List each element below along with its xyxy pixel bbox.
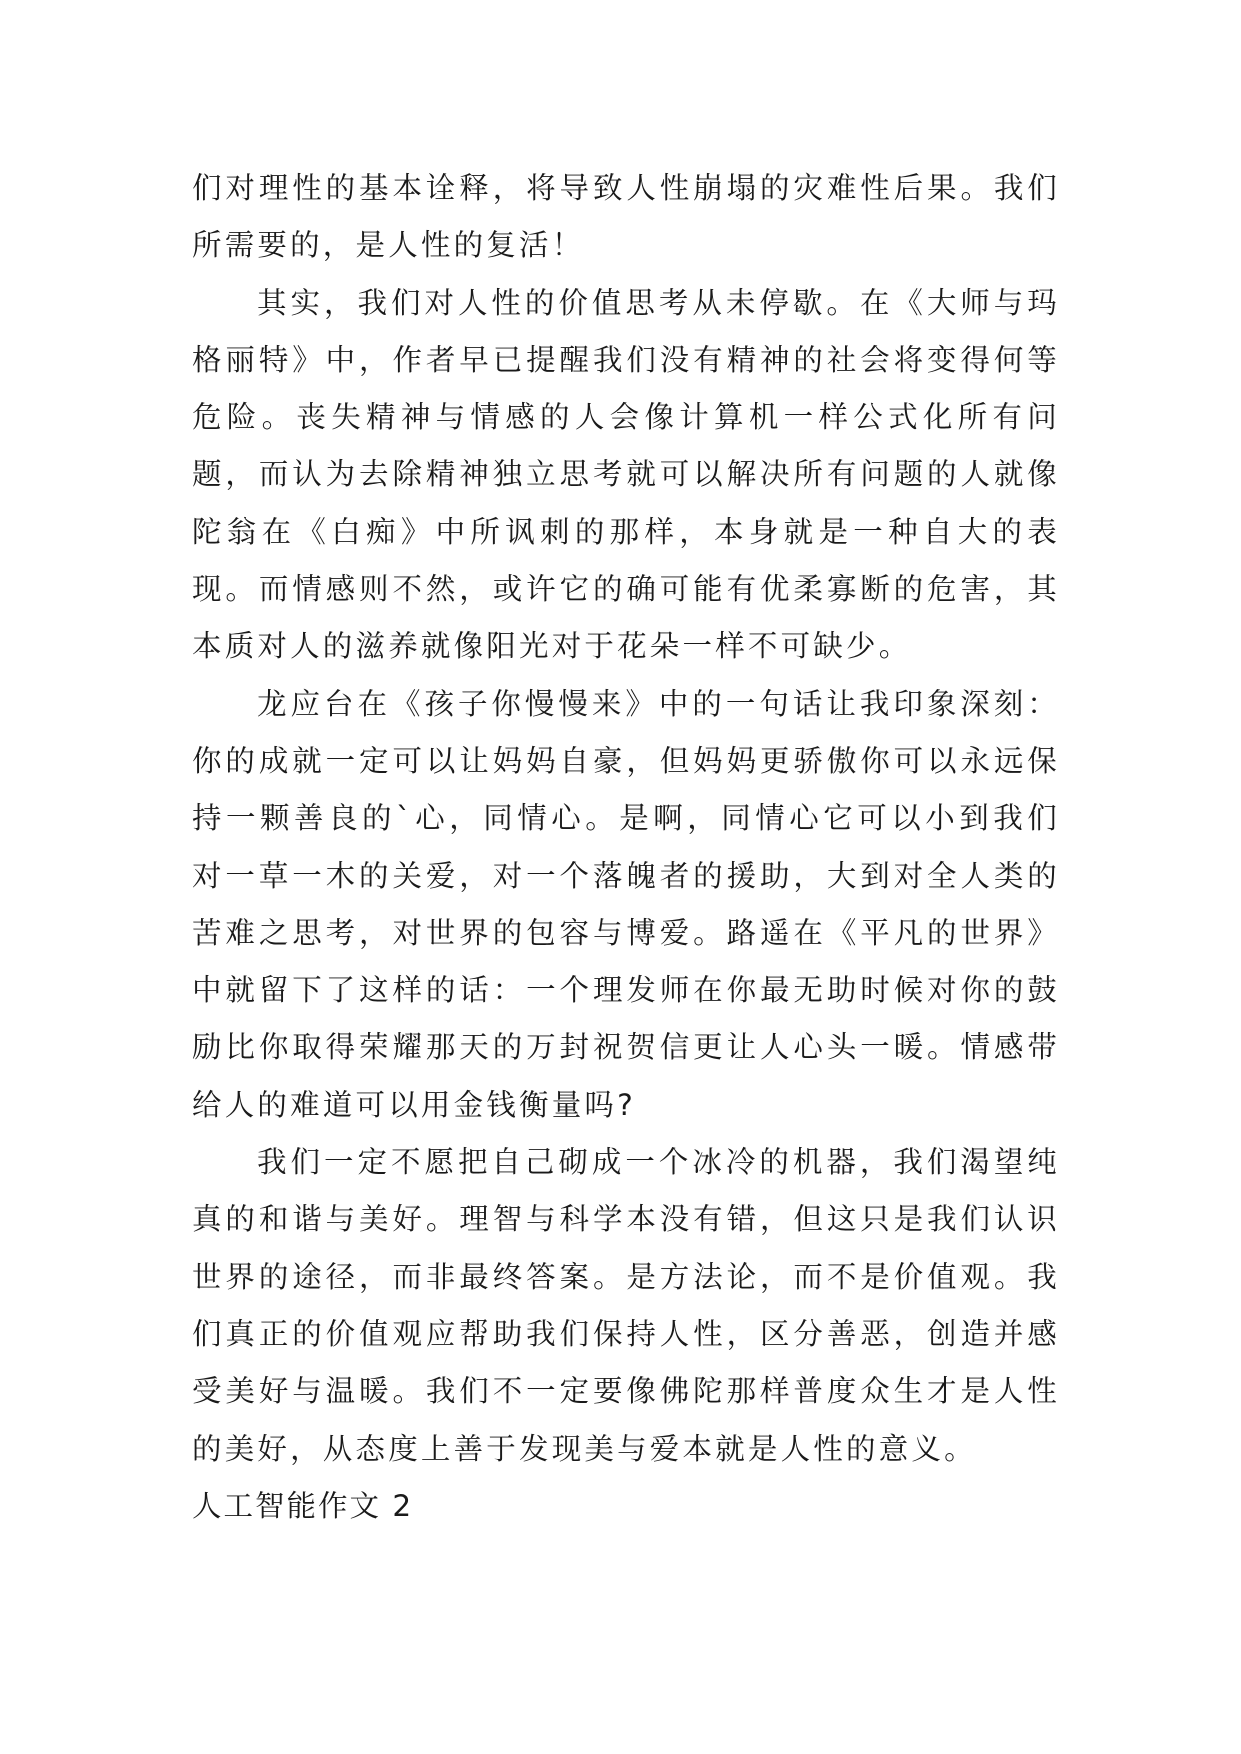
paragraph-1: 们对理性的基本诠释，将导致人性崩塌的灾难性后果。我们所需要的，是人性的复活！ [192,171,1060,263]
section-heading: 人工智能作文 2 [192,1488,414,1523]
paragraph-3: 龙应台在《孩子你慢慢来》中的一句话让我印象深刻：你的成就一定可以让妈妈自豪，但妈妈更骄傲你可以永远保持一颗善良的`心，同情心。是啊，同情心它可以小到我们对一草一木的关爱，对一个落魄者的援助，大到对全人类的苦难之思考，对世界的包容与博爱。路遥在《平凡的世界》中就留下了这样的话：一个理发师在你最无助时候对你的鼓励比你取得荣耀那天的万封祝贺信更让人心头一暖。情感带给人的难道可以用金钱衡量吗? [192,686,1060,1122]
paragraph-4: 我们一定不愿把自己砌成一个冰冷的机器，我们渴望纯真的和谐与美好。理智与科学本没有错，但这只是我们认识世界的途径，而非最终答案。是方法论，而不是价值观。我们真正的价值观应帮助我们保持人性，区分善恶，创造并感受美好与温暖。我们不一定要像佛陀那样普度众生才是人性的美好，从态度上善于发现美与爱本就是人性的意义。 [192,1145,1060,1466]
document-body [192,160,1060,1535]
paragraph-2: 其实，我们对人性的价值思考从未停歇。在《大师与玛格丽特》中，作者早已提醒我们没有精神的社会将变得何等危险。丧失精神与情感的人会像计算机一样公式化所有问题，而认为去除精神独立思考就可以解决所有问题的人就像陀翁在《白痴》中所讽刺的那样，本身就是一种自大的表现。而情感则不然，或许它的确可能有优柔寡断的危害，其本质对人的滋养就像阳光对于花朵一样不可缺少。 [192,285,1060,664]
